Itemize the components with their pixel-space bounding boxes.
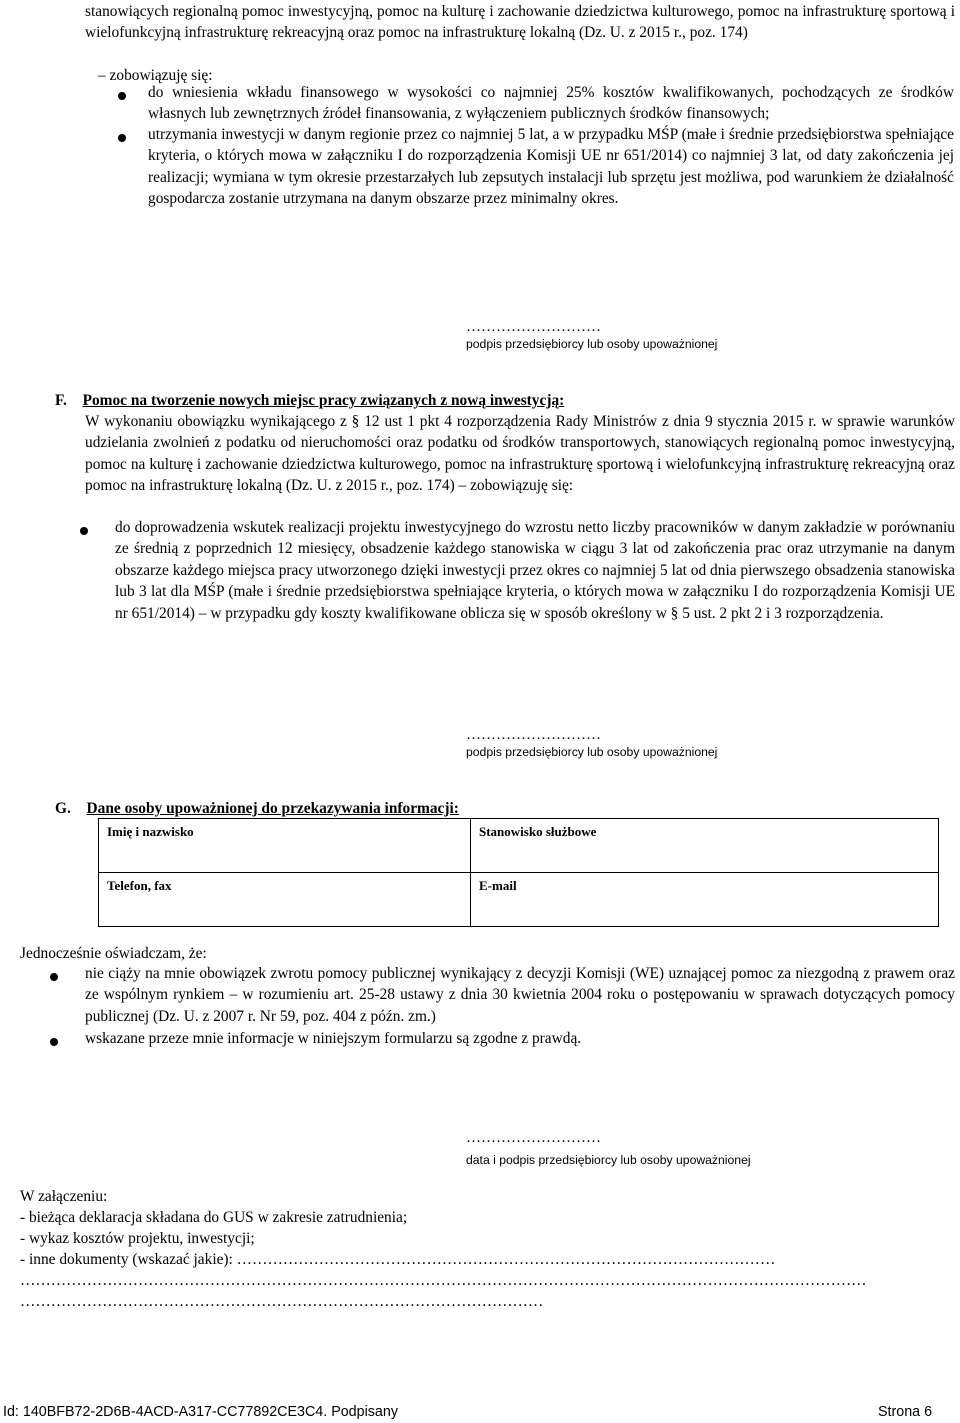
document-id: Id: 140BFB72-2D6B-4ACD-A317-CC77892CE3C4. Podpisany	[3, 1404, 398, 1420]
top-paragraph: stanowiących regionalną pomoc inwestycyjną, pomoc na kulturę i zachowanie dziedzictwa kulturowego, pomoc na infrastrukturę sportową i wielofunkcyjną infrastrukturę rekreacyjną oraz pomoc na infrastrukturę lokalną (Dz. U. z 2015 r., poz. 174)	[85, 3, 955, 42]
email-field[interactable]	[471, 873, 939, 927]
bullet-icon	[118, 92, 126, 100]
field-label: E-mail	[479, 878, 517, 893]
commitment-line: – zobowiązuję się:	[98, 67, 213, 84]
section-f-title: Pomoc na tworzenie nowych miejsc pracy związanych z nową inwestycją:	[82, 392, 565, 409]
position-field[interactable]	[471, 819, 939, 873]
signature-label: podpis przedsiębiorcy lub osoby upoważnionej	[466, 745, 718, 759]
list-item: utrzymania inwestycji w danym regionie przez co najmniej 5 lat, a w przypadku MŚP (małe i średnie przedsiębiorstwa spełniające kryteria, o których mowa w załączniku I do rozporządzenia Komisji UE nr 651/2014) co najmniej 3 lat, od daty zakończenia jej realizacji; wymiana w tym okresie przestarzałych lub zepsutych instalacji lub sprzętu jest możliwa, pod warunkiem że działalność gospodarcza zostanie utrzymana na danym obszarze przez minimalny okres.	[148, 126, 954, 208]
signature-line: ………………………	[466, 1130, 601, 1146]
list-item: do wniesienia wkładu finansowego w wysokości co najmniej 25% kosztów kwalifikowanych, pochodzących ze środków własnych lub zewnętrznych źródeł finansowania, z wyłączeniem publicznych środków finansowych;	[148, 84, 954, 123]
section-f-paragraph: W wykonaniu obowiązku wynikającego z § 12 ust 1 pkt 4 rozporządzenia Rady Ministrów z dnia 9 stycznia 2015 r. w sprawie warunków udzielania zwolnień z podatku od nieruchomości oraz podatku od środków transportowych, stanowiących regionalną pomoc inwestycyjną, pomoc na kulturę i zachowanie dziedzictwa kulturowego, pomoc na infrastrukturę sportową i wielofunkcyjną infrastrukturę rekreacyjną oraz pomoc na infrastrukturę lokalną (Dz. U. z 2015 r., poz. 174) – zobowiązuję się:	[85, 413, 955, 495]
date-signature-label: data i podpis przedsiębiorcy lub osoby upoważnionej	[466, 1153, 751, 1167]
list-item: do doprowadzenia wskutek realizacji projektu inwestycyjnego do wzrostu netto liczby pracowników w danym zakładzie w porównaniu ze średnią z poprzednich 12 miesięcy, obsadzenie każdego stanowiska w ciągu 3 lat od zakończenia prac oraz utrzymanie na danym obszarze każdego miejsca pracy utworzonego dzięki inwestycji przez okres co najmniej 5 lat od dnia pierwszego obsadzenia stanowiska lub 3 lat dla MŚP (małe i średnie przedsiębiorstwa spełniające kryteria, o których mowa w załączniku I do rozporządzenia Komisji UE nr 651/2014) – w przypadku gdy koszty kwalifikowane oblicza się w sposób określony w § 5 ust. 2 pkt 2 i 3 rozporządzenia.	[115, 519, 955, 622]
attachments-title: W załączeniu:	[20, 1188, 108, 1205]
table-row	[99, 819, 939, 873]
section-g-title: Dane osoby upoważnionej do przekazywania informacji:	[86, 800, 459, 817]
contact-person-table	[98, 818, 939, 927]
field-label: Stanowisko służbowe	[479, 824, 597, 839]
phone-fax-field[interactable]	[99, 873, 471, 927]
bullet-icon	[80, 527, 88, 535]
section-f-letter: F.	[55, 392, 67, 409]
signature-line: ………………………	[466, 727, 601, 743]
field-label: Telefon, fax	[107, 878, 172, 893]
declaration-intro: Jednocześnie oświadczam, że:	[20, 945, 207, 962]
section-g-letter: G.	[55, 800, 71, 817]
list-item: wskazane przeze mnie informacje w niniejszym formularzu są zgodne z prawdą.	[85, 1030, 582, 1047]
list-item: nie ciąży na mnie obowiązek zwrotu pomocy publicznej wynikający z decyzji Komisji (WE) uznającej pomoc za niezgodną z prawem oraz ze wspólnym rynkiem – w rozumieniu art. 25-28 ustawy z dnia 30 kwietnia 2004 roku o postępowaniu w sprawach dotyczących pomocy publicznej (Dz. U. z 2007 r. Nr 59, poz. 404 z późn. zm.)	[85, 965, 955, 1025]
dotted-line: …………………………………………………………………………………………	[20, 1293, 544, 1310]
field-label: Imię i nazwisko	[107, 824, 194, 839]
attachment-item: - wykaz kosztów projektu, inwestycji;	[20, 1230, 255, 1247]
attachment-item: - bieżąca deklaracja składana do GUS w zakresie zatrudnienia;	[20, 1209, 408, 1226]
attachment-item: - inne dokumenty (wskazać jakie): ……………………………………………………………………………………………	[20, 1251, 776, 1268]
bullet-icon	[50, 1038, 58, 1046]
table-row	[99, 873, 939, 927]
page-number: Strona 6	[878, 1404, 933, 1420]
signature-label: podpis przedsiębiorcy lub osoby upoważnionej	[466, 337, 718, 351]
section-g-heading	[55, 798, 955, 819]
dotted-line: …………………………………………………………………………………………………………………………………………………	[20, 1272, 867, 1289]
name-field[interactable]	[99, 819, 471, 873]
bullet-icon	[118, 134, 126, 142]
signature-line: ………………………	[466, 319, 601, 335]
bullet-icon	[50, 973, 58, 981]
section-f-heading	[55, 390, 955, 411]
